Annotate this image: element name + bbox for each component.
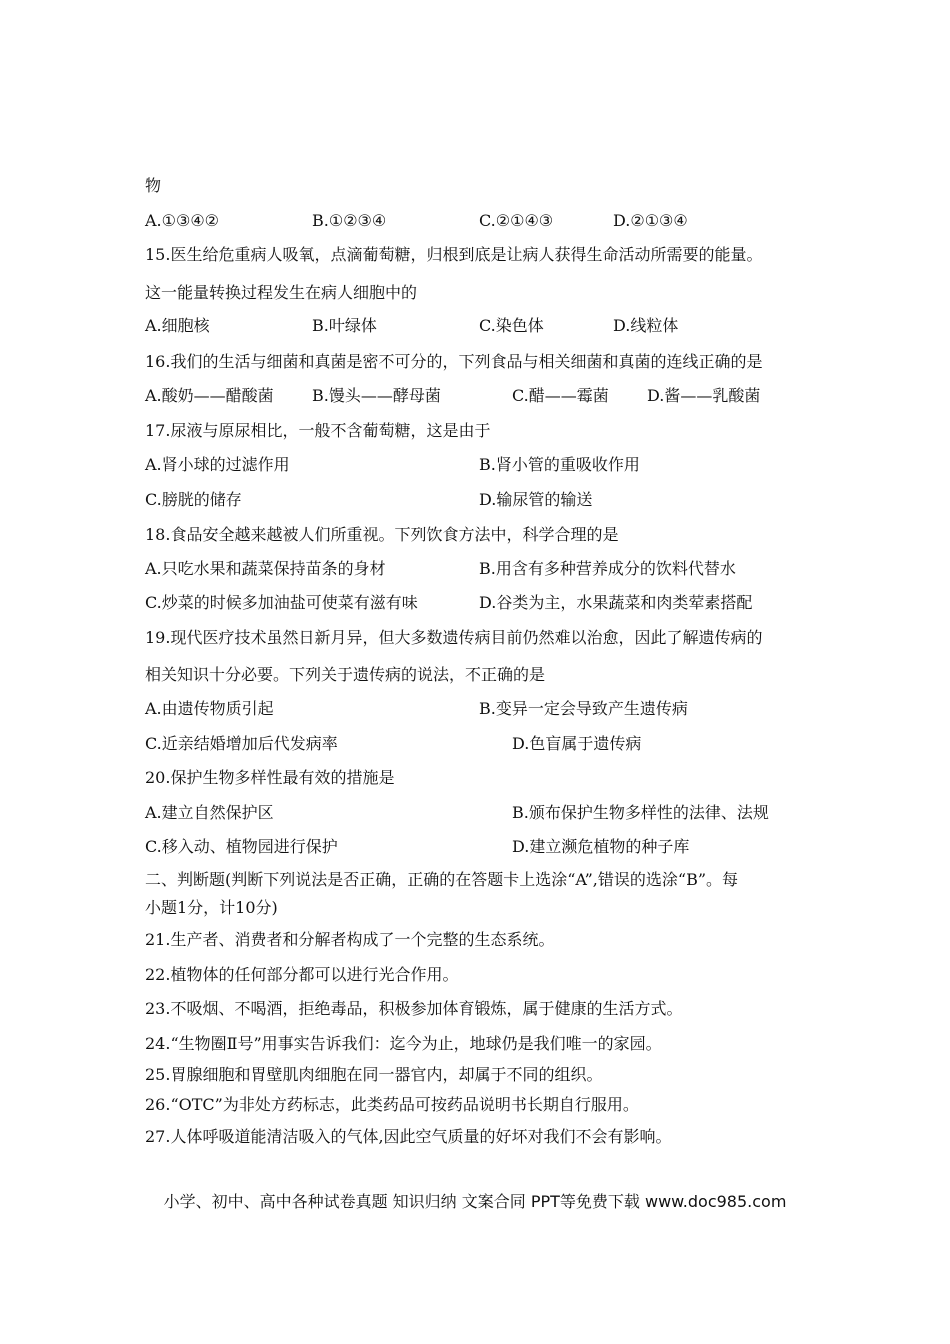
option-a: A.只吃水果和蔬菜保持苗条的身材 xyxy=(145,559,386,578)
option-c: C.移入动、植物园进行保护 xyxy=(145,837,338,856)
option-b: B.肾小管的重吸收作用 xyxy=(479,455,640,474)
question-stem: 15.医生给危重病人吸氧，点滴葡萄糖，归根到底是让病人获得生命活动所需要的能量。 xyxy=(145,245,763,264)
judgement-item: 25.胃腺细胞和胃壁肌肉细胞在同一器官内，却属于不同的组织。 xyxy=(145,1065,603,1084)
judgement-item: 23.不吸烟、不喝酒，拒绝毒品，积极参加体育锻炼，属于健康的生活方式。 xyxy=(145,999,683,1018)
question-stem: 20.保护生物多样性最有效的措施是 xyxy=(145,768,395,787)
judgement-item: 27.人体呼吸道能清洁吸入的气体,因此空气质量的好坏对我们不会有影响。 xyxy=(145,1127,672,1146)
option-c: C.近亲结婚增加后代发病率 xyxy=(145,734,338,753)
option-b: B.变异一定会导致产生遗传病 xyxy=(479,699,688,718)
section-heading: 二、判断题(判断下列说法是否正确，正确的在答题卡上选涂“A”,错误的选涂“B”。每 xyxy=(145,870,739,889)
option-a: A.建立自然保护区 xyxy=(145,803,274,822)
option-a: A.由遗传物质引起 xyxy=(145,699,274,718)
judgement-item: 22.植物体的任何部分都可以进行光合作用。 xyxy=(145,965,459,984)
option-a: A.酸奶——醋酸菌 xyxy=(145,386,274,405)
option-c: C.②①④③ xyxy=(479,211,554,230)
question-stem: 19.现代医疗技术虽然日新月异，但大多数遗传病目前仍然难以治愈，因此了解遗传病的 xyxy=(145,628,763,647)
question-stem: 17.尿液与原尿相比，一般不含葡萄糖，这是由于 xyxy=(145,421,491,440)
option-b: B.馒头——酵母菌 xyxy=(312,386,441,405)
option-b: B.用含有多种营养成分的饮料代替水 xyxy=(479,559,736,578)
judgement-item: 26.“OTC”为非处方药标志，此类药品可按药品说明书长期自行服用。 xyxy=(145,1095,639,1114)
option-b: B.①②③④ xyxy=(312,211,387,230)
option-d: D.②①③④ xyxy=(613,211,688,230)
option-c: C.膀胱的储存 xyxy=(145,490,242,509)
option-d: D.输尿管的输送 xyxy=(479,490,593,509)
question-stem: 16.我们的生活与细菌和真菌是密不可分的，下列食品与相关细菌和真菌的连线正确的是 xyxy=(145,352,763,371)
question-stem: 相关知识十分必要。下列关于遗传病的说法，不正确的是 xyxy=(145,665,546,684)
option-d: D.谷类为主，水果蔬菜和肉类荤素搭配 xyxy=(479,593,753,612)
option-c: C.醋——霉菌 xyxy=(512,386,609,405)
option-a: A.细胞核 xyxy=(145,316,210,335)
option-a: A.①③④② xyxy=(145,211,220,230)
question-stem: 这一能量转换过程发生在病人细胞中的 xyxy=(145,283,418,302)
option-b: B.叶绿体 xyxy=(312,316,377,335)
continuation-text: 物 xyxy=(145,176,162,195)
question-stem: 18.食品安全越来越被人们所重视。下列饮食方法中，科学合理的是 xyxy=(145,525,619,544)
judgement-item: 24.“生物圈Ⅱ号”用事实告诉我们：迄今为止，地球仍是我们唯一的家园。 xyxy=(145,1034,662,1053)
option-d: D.酱——乳酸菌 xyxy=(647,386,761,405)
option-c: C.染色体 xyxy=(479,316,544,335)
option-d: D.建立濒危植物的种子库 xyxy=(512,837,690,856)
option-d: D.线粒体 xyxy=(613,316,679,335)
judgement-item: 21.生产者、消费者和分解者构成了一个完整的生态系统。 xyxy=(145,930,555,949)
option-c: C.炒菜的时候多加油盐可使菜有滋有味 xyxy=(145,593,418,612)
option-a: A.肾小球的过滤作用 xyxy=(145,455,290,474)
page-footer: 小学、初中、高中各种试卷真题 知识归纳 文案合同 PPT等免费下载 www.doc985.com xyxy=(163,1192,787,1211)
option-d: D.色盲属于遗传病 xyxy=(512,734,642,753)
section-heading: 小题1分，计10分) xyxy=(145,898,278,917)
option-b: B.颁布保护生物多样性的法律、法规 xyxy=(512,803,769,822)
